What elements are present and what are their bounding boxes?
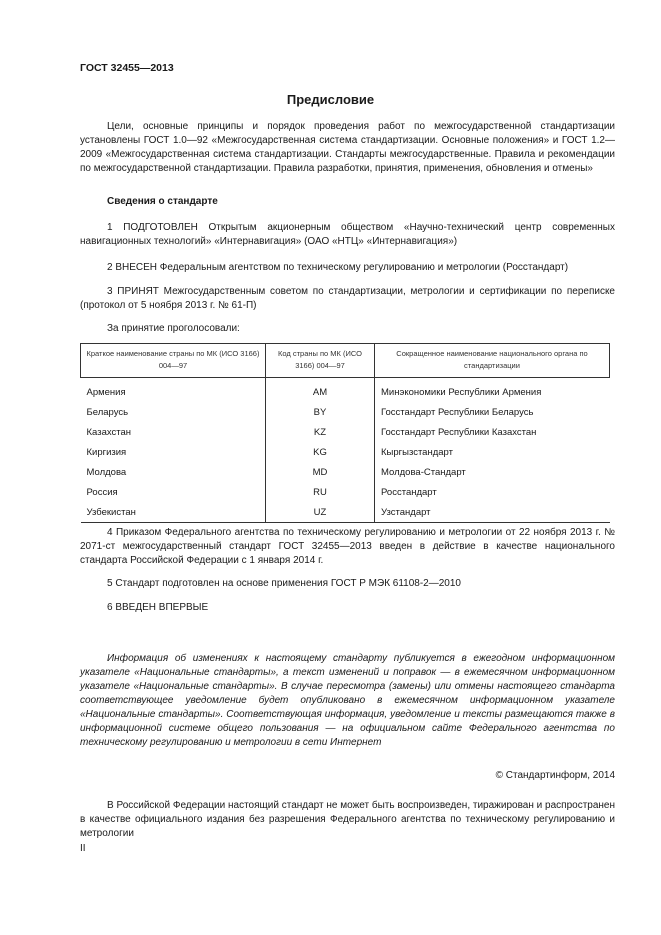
body-cell: Минэкономики Республики Армения <box>381 386 542 398</box>
intro-paragraph <box>80 120 615 176</box>
page-title: Предисловие <box>286 92 375 107</box>
item-1-text: 1 ПОДГОТОВЛЕН Открытым акционерным обществом «Научно-технический центр современных навигационных технологий» «Интернавигация» (ОАО «НТЦ» «Интернавигация») <box>80 222 615 247</box>
notice-paragraph <box>80 799 615 841</box>
table-row <box>81 462 610 482</box>
item-2-text: 2 ВНЕСЕН Федеральным агентством по техническому регулированию и метрологии (Росстандарт) <box>107 262 569 273</box>
standard-header: ГОСТ 32455—2013 <box>80 62 174 74</box>
item-4-text: 4 Приказом Федерального агентства по техническому регулированию и метрологии от 22 ноября 2013 г. № 2071-ст межгосударственный стандарт ГОСТ 32455—2013 введен в действие в качестве национального стандарта Российской Федерации с 1 января 2014 г. <box>80 527 615 566</box>
country-cell: Казахстан <box>86 426 132 438</box>
table-row <box>81 402 610 422</box>
notice-text: В Российской Федерации настоящий стандарт не может быть воспроизведен, тиражирован и распространен в качестве официального издания без разрешения Федерального агентства по техническому регулированию и метрологии <box>80 800 615 839</box>
header-country: Краткое наименование страны по МК (ИСО 3166) 004—97 <box>81 344 266 378</box>
page-number: II <box>80 843 86 854</box>
voted-label <box>80 322 615 336</box>
table-row <box>81 482 610 502</box>
body-cell: Узстандарт <box>375 502 610 523</box>
code-cell: KG <box>266 442 375 462</box>
item-5 <box>80 577 615 591</box>
country-cell: Молдова <box>86 466 127 478</box>
item-3 <box>80 285 615 313</box>
body-cell: Кыргызстандарт <box>381 446 453 458</box>
country-cell: Киргизия <box>86 446 127 458</box>
voted-text: За принятие проголосовали: <box>107 323 240 334</box>
item-3-text: 3 ПРИНЯТ Межгосударственным советом по стандартизации, метрологии и сертификации по переписке (протокол от 5 ноября 2013 г. № 61-П) <box>80 286 615 311</box>
code-cell: AM <box>266 382 375 402</box>
table-row <box>81 382 610 402</box>
voting-table <box>80 343 610 523</box>
item-1 <box>80 221 615 249</box>
country-cell: Армения <box>86 386 126 398</box>
item-4 <box>80 526 615 568</box>
section-subtitle: Сведения о стандарте <box>107 196 218 207</box>
item-5-text: 5 Стандарт подготовлен на основе применения ГОСТ Р МЭК 61108-2—2010 <box>107 578 461 589</box>
header-body: Сокращенное наименование национального органа по стандартизации <box>375 344 610 378</box>
country-cell: Россия <box>86 486 118 498</box>
table-row <box>81 442 610 462</box>
body-cell: Молдова-Стандарт <box>381 466 466 478</box>
code-cell: UZ <box>266 502 375 523</box>
header-code: Код страны по МК (ИСО 3166) 004—97 <box>266 344 375 378</box>
code-cell: MD <box>266 462 375 482</box>
item-6-text: 6 ВВЕДЕН ВПЕРВЫЕ <box>107 602 209 613</box>
code-cell: RU <box>266 482 375 502</box>
info-text: Информация об изменениях к настоящему стандарту публикуется в ежегодном информационном указателе «Национальные стандарты», а текст изменений и поправок — в ежемесячном информационном указателе «Национальные стандарты». В случае пересмотра (замены) или отмены настоящего стандарта соответствующее уведомление будет опубликовано в ежемесячном информационном указателе «Национальные стандарты». Соответствующая информация, уведомление и тексты размещаются также в информационной системе общего пользования — на официальном сайте Федерального агентства по техническому регулированию и метрологии в сети Интернет <box>80 653 615 748</box>
code-cell: KZ <box>266 422 375 442</box>
table-row <box>81 502 610 523</box>
item-2 <box>80 261 615 275</box>
intro-text: Цели, основные принципы и порядок проведения работ по межгосударственной стандартизации установлены ГОСТ 1.0—92 «Межгосударственная система стандартизации. Основные положения» и ГОСТ 1.2—2009 «Межгосударственная система стандартизации. Стандарты межгосударственные. Правила и рекомендации по межгосударственной стандартизации. Правила разработки, принятия, применения, обновления и отмены» <box>80 121 615 174</box>
table-row <box>81 422 610 442</box>
code-cell: BY <box>266 402 375 422</box>
table-header-row <box>81 344 610 378</box>
country-cell: Беларусь <box>86 406 129 418</box>
copyright: © Стандартинформ, 2014 <box>495 770 615 781</box>
item-6 <box>80 601 615 615</box>
body-cell: Росстандарт <box>381 486 437 498</box>
country-cell: Узбекистан <box>81 502 266 523</box>
body-cell: Госстандарт Республики Беларусь <box>381 406 534 418</box>
info-paragraph <box>80 652 615 750</box>
body-cell: Госстандарт Республики Казахстан <box>381 426 537 438</box>
